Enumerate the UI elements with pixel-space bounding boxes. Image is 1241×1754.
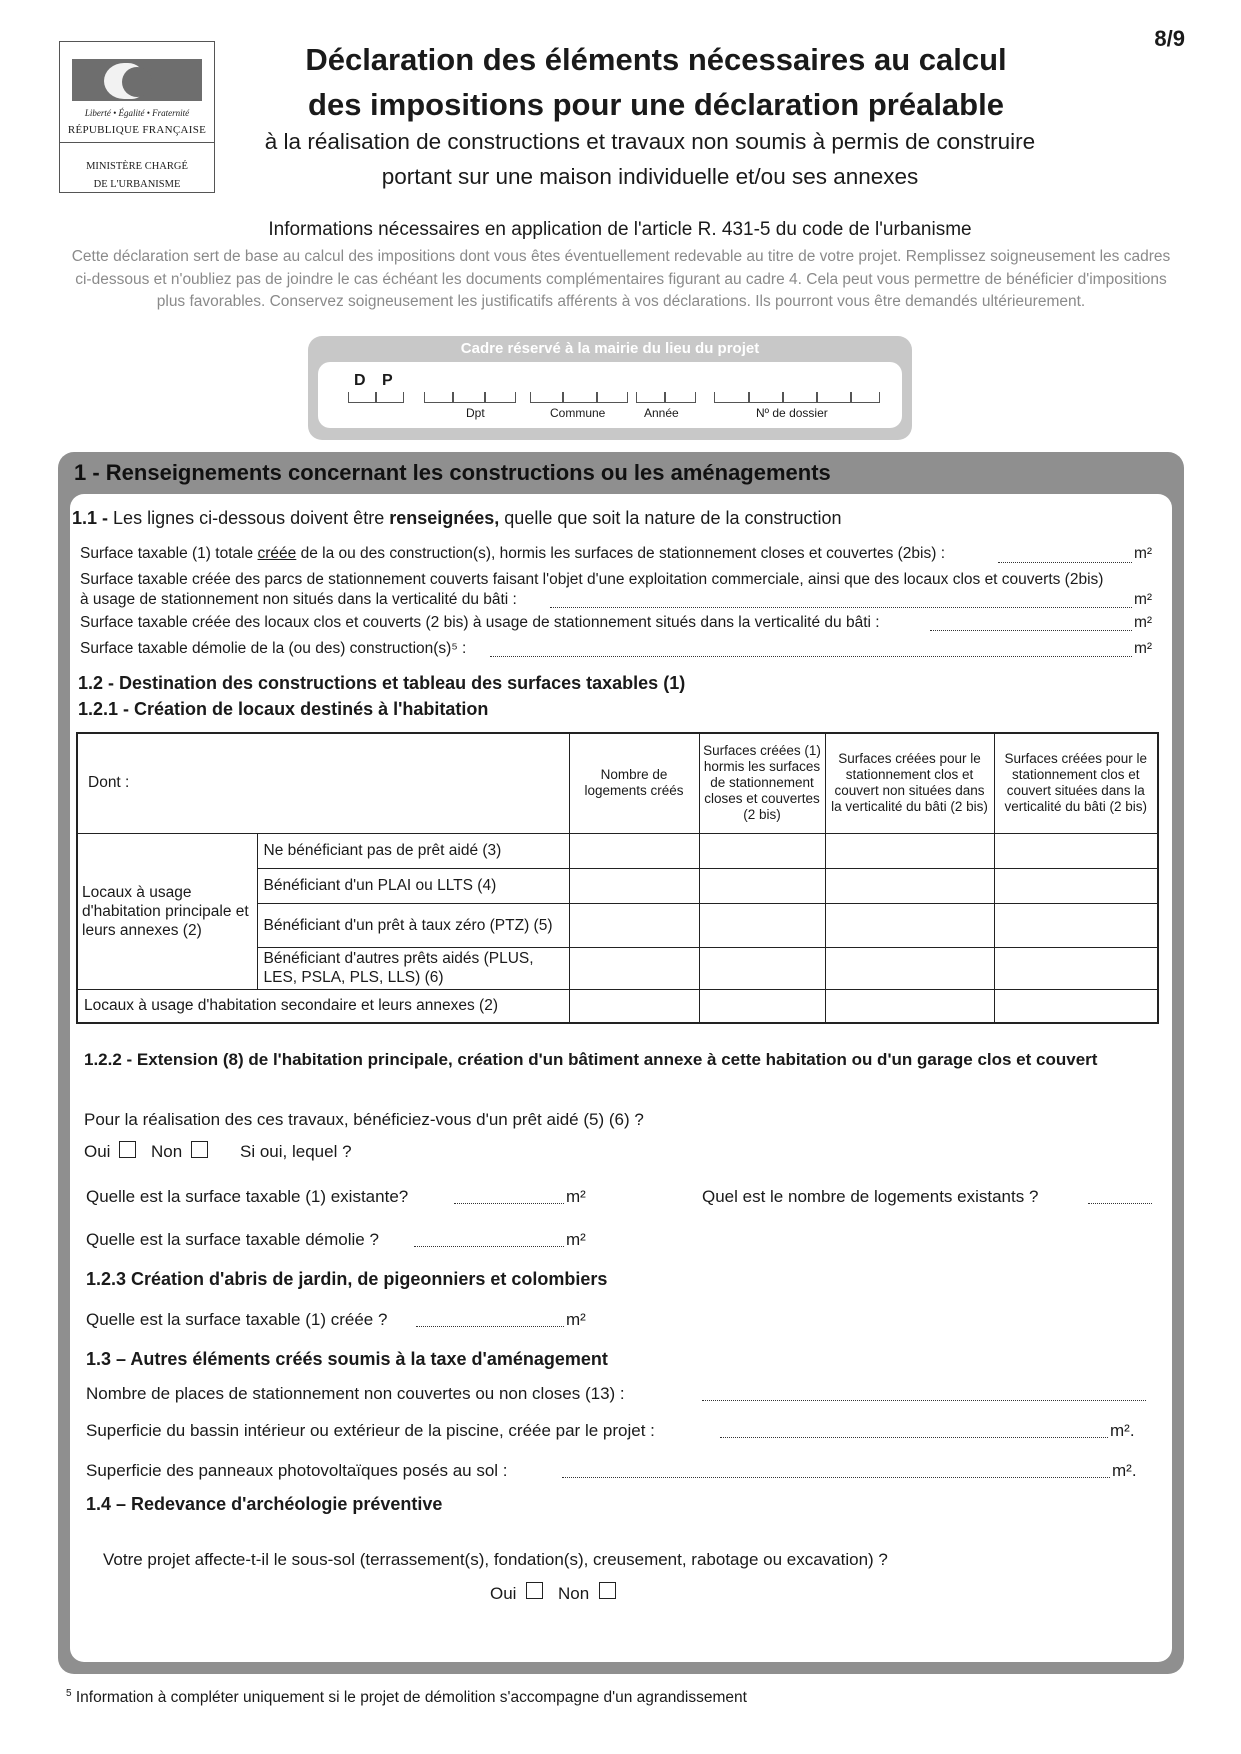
label-non: Non — [558, 1584, 590, 1603]
row-label: Bénéficiant d'un prêt à taux zéro (PTZ) (5) — [257, 903, 569, 947]
line-surface-totale: Surface taxable (1) totale créée de la ou des construction(s), hormis les surfaces de stationnement closes et couvertes (2bis) : — [80, 545, 946, 562]
label-dossier: Nº de dossier — [756, 406, 828, 420]
q-surface-existante: Quelle est la surface taxable (1) existante? — [86, 1187, 409, 1206]
q-panneaux: Superficie des panneaux photovoltaïques posés au sol : — [86, 1461, 508, 1480]
info-heading: Informations nécessaires en application de l'article R. 431-5 du code de l'urbanisme — [268, 219, 972, 240]
row-label: Locaux à usage d'habitation secondaire et leurs annexes (2) — [77, 989, 569, 1023]
header-logements: Nombre de logements créés — [569, 733, 699, 833]
header-stationnement-non-vertical: Surfaces créées pour le stationnement clos et couvert non situées dans la verticalité du bâti (2 bis) — [825, 733, 994, 833]
q-surface-demolie: Quelle est la surface taxable démolie ? — [86, 1230, 379, 1249]
unit: m². — [1110, 1421, 1135, 1440]
table-cell[interactable] — [994, 989, 1158, 1023]
input-surface-totale[interactable] — [998, 562, 1132, 563]
label-non: Non — [151, 1142, 183, 1161]
header-stationnement-vertical: Surfaces créées pour le stationnement clos et couvert situées dans la verticalité du bâti (2 bis) — [994, 733, 1158, 833]
line-surface-demolie: Surface taxable démolie de la (ou des) construction(s)⁵ : — [80, 640, 467, 657]
table-cell[interactable] — [699, 989, 825, 1023]
form-title: Déclaration des éléments nécessaires au calcul des impositions pour une déclaration préalable — [305, 42, 1007, 122]
label-oui: Oui — [490, 1584, 517, 1603]
unit: m². — [1112, 1461, 1137, 1480]
unit: m² — [566, 1310, 586, 1329]
q-piscine: Superficie du bassin intérieur ou extérieur de la piscine, créée par le projet : — [86, 1421, 655, 1440]
table-cell[interactable] — [825, 903, 994, 947]
section-1-title: 1 - Renseignements concernant les constructions ou les aménagements — [74, 460, 831, 485]
input-places-stationnement[interactable] — [702, 1400, 1146, 1401]
q-sous-sol: Votre projet affecte-t-il le sous-sol (terrassement(s), fondation(s), creusement, rabotage ou excavation) ? — [103, 1550, 888, 1569]
line-locaux-verticalite: Surface taxable créée des locaux clos et couverts (2 bis) à usage de stationnement situés dans la verticalité du bâti : — [80, 614, 880, 631]
header-dont: Dont : — [77, 733, 569, 833]
s122-question: Pour la réalisation des ces travaux, bénéficiez-vous d'un prêt aidé (5) (6) ? — [84, 1110, 644, 1129]
s123-heading: 1.2.3 Création d'abris de jardin, de pigeonniers et colombiers — [86, 1269, 608, 1289]
form-subtitle: à la réalisation de constructions et travaux non soumis à permis de construire portant sur une maison individuelle et/ou ses annexes — [264, 129, 1036, 189]
table-cell[interactable] — [994, 833, 1158, 868]
input-piscine[interactable] — [720, 1437, 1108, 1438]
table-cell[interactable] — [569, 868, 699, 903]
letter-d: D — [354, 372, 366, 389]
input-surface-existante[interactable] — [454, 1203, 564, 1204]
s14-heading: 1.4 – Redevance d'archéologie préventive — [86, 1494, 443, 1514]
q-logements-existants: Quel est le nombre de logements existants ? — [702, 1187, 1039, 1206]
q-surface-creee: Quelle est la surface taxable (1) créée ? — [86, 1310, 388, 1329]
unit: m² — [1134, 614, 1153, 631]
input-surface-creee[interactable] — [416, 1326, 564, 1327]
checkbox-pret-non[interactable] — [191, 1141, 208, 1158]
page-number: 8/9 — [1154, 26, 1185, 51]
unit: m² — [1134, 640, 1153, 657]
logo-republic: RÉPUBLIQUE FRANÇAISE — [67, 124, 207, 136]
header-surfaces-creees: Surfaces créées (1) hormis les surfaces de stationnement closes et couvertes (2 bis) — [699, 733, 825, 833]
row-label: Bénéficiant d'autres prêts aidés (PLUS, LES, PSLA, PLS, LLS) (6) — [257, 947, 569, 989]
table-cell[interactable] — [699, 947, 825, 989]
unit: m² — [1134, 545, 1153, 562]
table-cell[interactable] — [994, 868, 1158, 903]
group-habitation-principale: Locaux à usage d'habitation principale et leurs annexes (2) — [77, 833, 257, 989]
dossier-number-field[interactable] — [318, 362, 902, 428]
row-label: Bénéficiant d'un PLAI ou LLTS (4) — [257, 868, 569, 903]
footnote: $^5$ Information à compléter uniquement si le projet de démolition s'accompagne d'un agrandissement — [66, 1688, 747, 1707]
info-text: Cette déclaration sert de base au calcul des impositions dont vous êtes éventuellement redevable au titre de votre projet. Remplissez soigneusement les cadres ci-dessous et n'oubliez pas de joindre le cas échéant les documents complémentaires figurant au cadre 4. Cela peut vous permettre de bénéficier d'impositions plus favorables. Conservez soigneusement les justificatifs afférents à vos déclarations. Ils pourront vous être demandés ultérieurement. — [71, 248, 1171, 310]
label-annee: Année — [644, 406, 679, 420]
line-parcs-stationnement: Surface taxable créée des parcs de stationnement couverts faisant l'objet d'une exploitation commerciale, ainsi que des locaux clos et couverts (2bis) — [80, 571, 1104, 588]
letter-p: P — [382, 372, 393, 389]
checkbox-soussol-non[interactable] — [599, 1582, 616, 1599]
input-logements-existants[interactable] — [1088, 1203, 1152, 1204]
table-cell[interactable] — [825, 833, 994, 868]
table-cell[interactable] — [569, 903, 699, 947]
s11-heading: 1.1 - Les lignes ci-dessous doivent être renseignées, quelle que soit la nature de la construction — [72, 508, 842, 528]
label-si-oui: Si oui, lequel ? — [240, 1142, 352, 1161]
table-cell[interactable] — [569, 989, 699, 1023]
table-cell[interactable] — [569, 833, 699, 868]
unit: m² — [566, 1187, 586, 1206]
logo-motto: Liberté • Égalité • Fraternité — [84, 108, 190, 118]
table-cell[interactable] — [825, 947, 994, 989]
label-commune: Commune — [550, 406, 606, 420]
marianne-icon — [72, 59, 202, 101]
row-label: Ne bénéficiant pas de prêt aidé (3) — [257, 833, 569, 868]
label-dpt: Dpt — [466, 406, 485, 420]
s121-heading: 1.2.1 - Création de locaux destinés à l'habitation — [78, 699, 489, 719]
input-surface-demolie[interactable] — [490, 656, 1132, 657]
input-parcs-stationnement[interactable] — [550, 607, 1132, 608]
table-cell[interactable] — [825, 989, 994, 1023]
input-panneaux[interactable] — [562, 1477, 1110, 1478]
logo-ministry: MINISTÈRE CHARGÉ DE L'URBANISME — [86, 161, 188, 190]
s122-heading: 1.2.2 - Extension (8) de l'habitation principale, création d'un bâtiment annexe à cette habitation ou d'un garage clos et couvert — [84, 1050, 1098, 1069]
q-places-stationnement: Nombre de places de stationnement non couvertes ou non closes (13) : — [86, 1384, 625, 1403]
table-cell[interactable] — [699, 903, 825, 947]
table-cell[interactable] — [569, 947, 699, 989]
s12-heading: 1.2 - Destination des constructions et tableau des surfaces taxables (1) — [78, 673, 686, 693]
line-parcs-stationnement-2: à usage de stationnement non situés dans la verticalité du bâti : — [80, 591, 517, 608]
table-cell[interactable] — [994, 947, 1158, 989]
unit: m² — [1134, 591, 1153, 608]
mairie-title: Cadre réservé à la mairie du lieu du projet — [460, 340, 760, 357]
checkbox-pret-oui[interactable] — [119, 1141, 136, 1158]
input-surface-demolie-122[interactable] — [414, 1246, 564, 1247]
marianne-logo — [59, 41, 215, 193]
habitation-table — [76, 732, 1159, 1024]
table-cell[interactable] — [994, 903, 1158, 947]
unit: m² — [566, 1230, 586, 1249]
table-cell[interactable] — [699, 868, 825, 903]
s13-heading: 1.3 – Autres éléments créés soumis à la taxe d'aménagement — [86, 1349, 608, 1369]
input-locaux-verticalite[interactable] — [930, 630, 1132, 631]
table-cell[interactable] — [699, 833, 825, 868]
mairie-reserved-frame — [308, 336, 912, 440]
table-cell[interactable] — [825, 868, 994, 903]
label-oui: Oui — [84, 1142, 111, 1161]
checkbox-soussol-oui[interactable] — [526, 1582, 543, 1599]
